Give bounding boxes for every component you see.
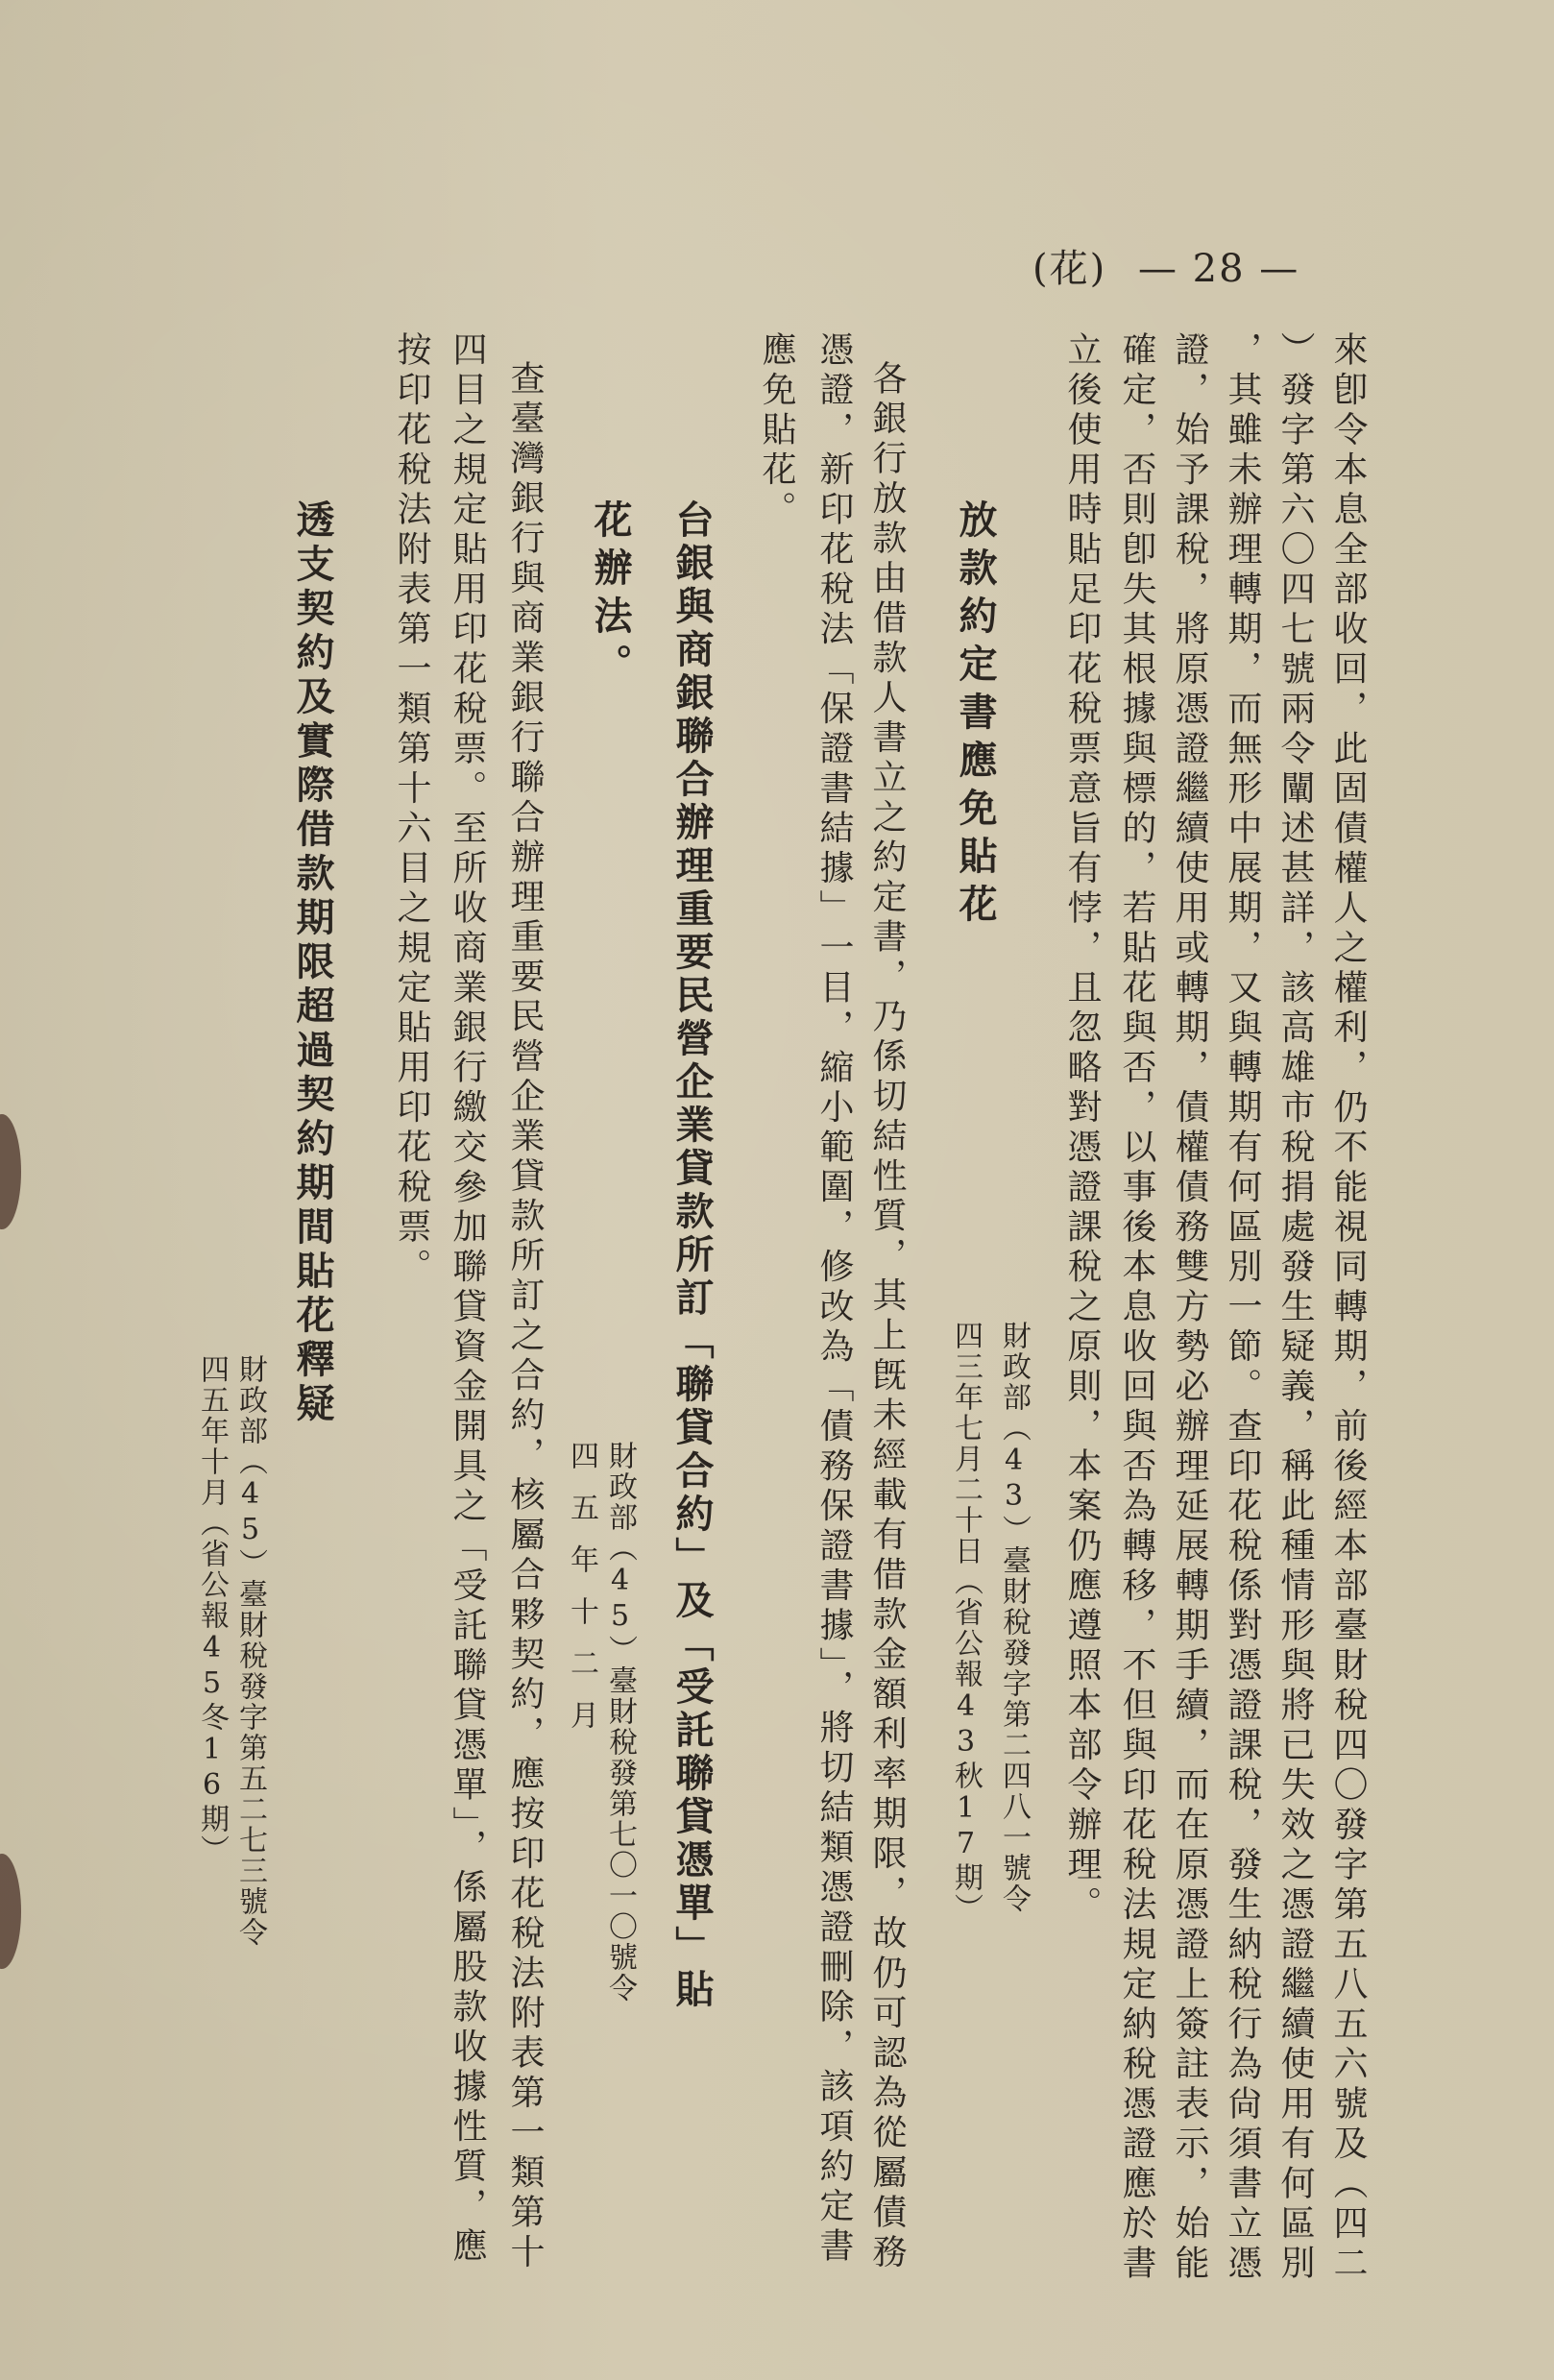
- section-title-2-continued: 花辦法。: [588, 499, 632, 692]
- body-column-9: 應免貼花。: [757, 331, 796, 531]
- section-title-2: 台銀與商銀聯合辦理重要民營企業貸款所訂「聯貸合約」及「受託聯貸憑單」貼: [669, 499, 714, 2012]
- citation-2-line-2: 四五年十二月: [565, 1441, 598, 1752]
- citation-3-line-1: 財政部（45）臺財稅發字第五二七三號令: [233, 1354, 267, 1948]
- citation-1-line-1: 財政部（43）臺財稅發字第二四八一號令: [997, 1321, 1031, 1914]
- body-column-11: 四目之規定貼用印花稅票。至所收商業銀行繳交參加聯貸資金開具之「受託聯貸憑單」，係屬股款收據性質，應: [448, 331, 487, 2268]
- binding-mark-lower: [0, 1854, 21, 1969]
- body-column-10: 查臺灣銀行與商業銀行聯合辦理重要民營企業貸款所訂之合約，核屬合夥契約，應按印花稅法附表第一類第十: [505, 360, 545, 2273]
- header-category: (花): [1032, 247, 1107, 291]
- body-column-5: 確定，否則卽失其根據與標的，若貼花與否，以事後本息收回與否為轉移，不但與印花稅法規定納稅憑證應於書: [1117, 331, 1156, 2285]
- citation-2-line-1: 財政部（45）臺財稅發第七〇一〇號令: [603, 1441, 637, 2004]
- body-column-12: 按印花稅法附表第一類第十六目之規定貼用印花稅票。: [392, 331, 431, 1288]
- body-column-3: ，其雖未辦理轉期，而無形中展期，又與轉期有何區別一節。查印花稅係對憑證課稅，發生納稅行為尙須書立憑: [1223, 331, 1262, 2285]
- page-number: — 28 —: [1137, 247, 1300, 291]
- page-header: [1032, 238, 1340, 296]
- body-column-7: 各銀行放款由借款人書立之約定書，乃係切結性質，其上旣未經載有借款金額利率期限，故仍可認為從屬債務: [867, 360, 907, 2273]
- citation-3-line-2: 四五年十月（省公報45冬16期）: [195, 1354, 229, 1865]
- body-column-1: 來卽令本息全部收回，此固債權人之權利，仍不能視同轉期，前後經本部臺財稅四〇發字第五八五六號及（四二: [1328, 331, 1368, 2285]
- binding-mark-upper: [0, 1114, 21, 1229]
- section-title-3: 透支契約及實際借款期限超過契約期間貼花釋疑: [290, 499, 334, 1427]
- body-column-8: 憑證，新印花稅法「保證書結據」一目，縮小範圍，修改為「債務保證書據」，將切結類憑證刪除，該項約定書: [814, 331, 854, 2268]
- citation-1-line-2: 四三年七月二十日（省公報43秋17期）: [949, 1321, 983, 1924]
- section-title-1: 放款約定書應免貼花: [953, 499, 997, 932]
- body-column-2: ）發字第六〇四七號兩令闡述甚詳，該高雄市稅捐處發生疑義，稱此種情形與將已失效之憑證繼續使用有何區別: [1275, 331, 1315, 2285]
- body-column-4: 證，始予課稅，將原憑證繼續使用或轉期，債權債務雙方勢必辦理延展轉期手續，而在原憑證上簽註表示，始能: [1170, 331, 1209, 2285]
- body-column-6: 立後使用時貼足印花稅票意旨有悖，且忽略對憑證課稅之原則，本案仍應遵照本部令辦理。: [1062, 331, 1102, 1926]
